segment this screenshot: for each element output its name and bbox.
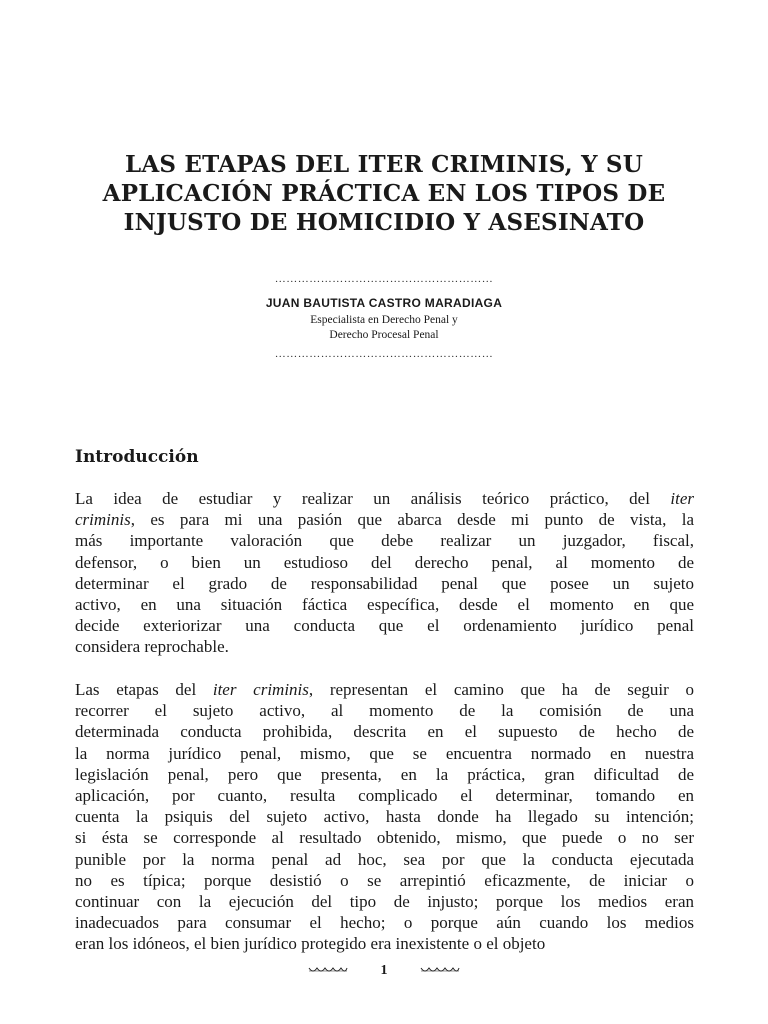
title-line: APLICACIÓN PRÁCTICA EN LOS TIPOS DE — [102, 180, 666, 207]
text-run: inadecuados para consumar el hecho; o porque aún cuando los medios — [75, 913, 694, 933]
text-run: , representan el camino que ha de seguir o — [308, 680, 694, 699]
title-line: LAS ETAPAS DEL ITER CRIMINIS, Y SU — [124, 151, 643, 178]
text-line — [75, 912, 694, 933]
text-line — [75, 573, 694, 594]
text-line — [75, 849, 694, 870]
text-line — [75, 785, 694, 806]
text-line — [75, 552, 694, 573]
author-affiliation-line: Derecho Procesal Penal — [329, 329, 439, 341]
paragraph-etapas — [75, 679, 694, 954]
text-run: la norma jurídico penal, mismo, que se encuentra normado en nuestra — [75, 743, 694, 763]
text-run: si ésta se corresponde al resultado obtenido, mismo, que puede o no ser — [75, 828, 694, 848]
text-run: eran los idóneos, el bien jurídico protegido era inexistente o el objeto — [75, 934, 546, 954]
text-run: decide exteriorizar una conducta que el ordenamiento jurídico penal — [75, 616, 694, 636]
text-line — [75, 615, 694, 636]
text-line — [75, 636, 694, 657]
text-line — [75, 509, 694, 530]
document-title — [70, 150, 698, 237]
text-run: , es para mi una pasión que abarca desde mi punto de vista, la — [130, 510, 694, 530]
text-run: defensor, o bien un estudioso del derecho penal, al momento de — [75, 552, 694, 572]
text-line — [75, 679, 694, 700]
text-run: cuenta la psiquis del sujeto activo, hasta donde ha llegado su intención; — [75, 807, 694, 827]
text-line — [75, 870, 694, 891]
italic-term: iter criminis — [212, 680, 309, 699]
text-line — [75, 530, 694, 551]
text-line — [75, 594, 694, 615]
text-line — [75, 700, 694, 721]
text-line — [75, 743, 694, 764]
text-run: activo, en una situación fáctica específica, desde el momento en que — [75, 594, 694, 614]
text-run: considera reprochable. — [75, 637, 229, 657]
page-footer — [0, 962, 768, 979]
text-line — [75, 933, 694, 954]
text-run: determinada conducta prohibida, descrita en el supuesto de hecho de — [75, 722, 694, 742]
title-line: INJUSTO DE HOMICIDIO Y ASESINATO — [123, 209, 645, 236]
text-line — [75, 806, 694, 827]
italic-term: iter — [670, 489, 694, 508]
separator-top: ………………………………………………… — [274, 273, 494, 285]
ornament-left-icon — [308, 965, 348, 975]
text-run: punible por la norma penal ad hoc, sea por que la conducta ejecutada — [75, 849, 694, 869]
author-name: JUAN BAUTISTA CASTRO MARADIAGA — [265, 296, 503, 310]
text-run: Las etapas del — [75, 680, 213, 699]
text-run: legislación penal, pero que presenta, en la práctica, gran dificultad de — [75, 764, 694, 784]
text-run: La idea de estudiar y realizar un análisis teórico práctico, del — [75, 489, 671, 508]
separator-bottom: ………………………………………………… — [274, 348, 494, 360]
text-line — [75, 764, 694, 785]
text-run: no es típica; porque desistió o se arrepintió eficazmente, de iniciar o — [75, 870, 694, 890]
text-line — [75, 827, 694, 848]
text-run: recorrer el sujeto activo, al momento de la comisión de una — [75, 701, 694, 721]
text-line — [75, 891, 694, 912]
text-run: aplicación, por cuanto, resulta complicado el determinar, tomando en — [75, 785, 694, 805]
text-run: determinar el grado de responsabilidad penal que posee un sujeto — [75, 573, 694, 593]
paragraph-introduction — [75, 488, 694, 658]
text-line — [75, 721, 694, 742]
page-number: 1 — [380, 963, 388, 978]
text-run: continuar con la ejecución del tipo de injusto; porque los medios eran — [75, 891, 694, 911]
section-heading: Introducción — [75, 447, 199, 467]
text-line — [75, 488, 694, 509]
italic-term: criminis — [75, 510, 131, 530]
ornament-right-icon — [420, 965, 460, 975]
author-affiliation-line: Especialista en Derecho Penal y — [310, 314, 458, 326]
text-run: más importante valoración que debe realizar un juzgador, fiscal, — [75, 531, 694, 551]
